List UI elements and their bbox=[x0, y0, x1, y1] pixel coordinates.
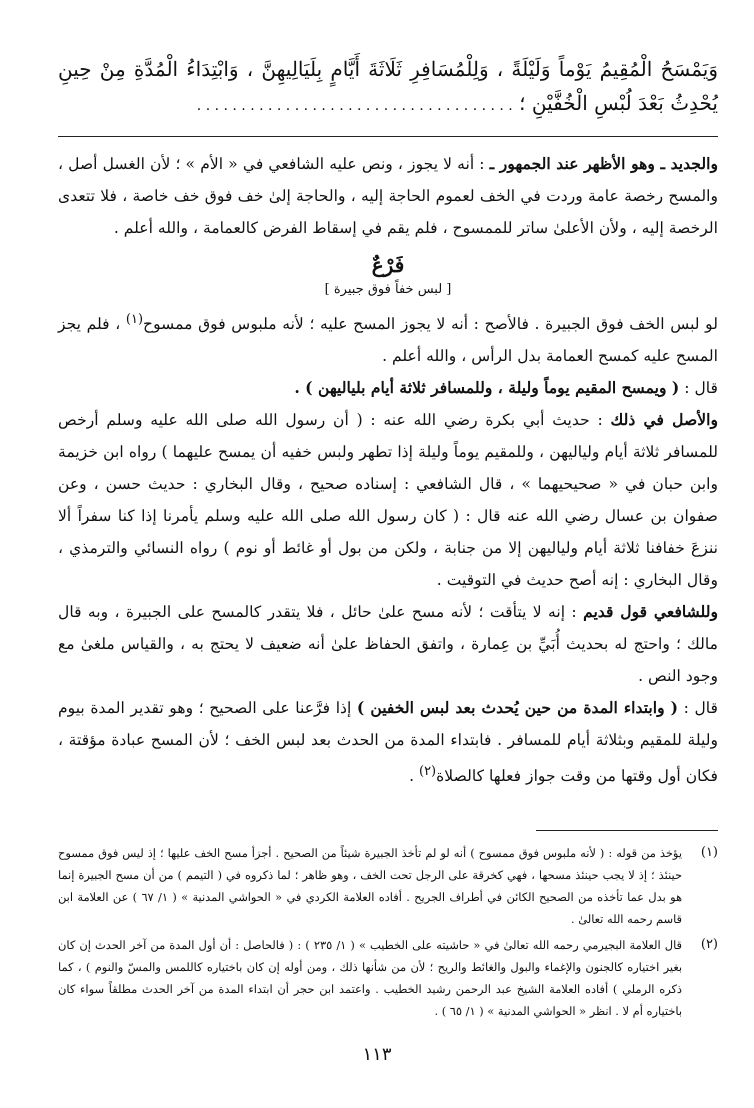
paragraph-jadid-lead: والجديد ـ وهو الأظهر عند الجمهور ـ bbox=[489, 154, 718, 173]
footnote-ref-2: (٢) bbox=[418, 764, 437, 780]
footnote-ref-1: (١) bbox=[125, 312, 144, 327]
matn-block bbox=[58, 52, 718, 124]
footnote bbox=[58, 934, 718, 1022]
commentary-body bbox=[58, 148, 718, 792]
paragraph-qala-1 bbox=[58, 372, 718, 404]
paragraph-qala-2-text: إذا فرَّعنا على الصحيح ؛ وهو تقدير المدة بيوم وليلة للمقيم وبثلاثة أيام للمسافر . فابتداء المدة من الحدث بعد لبس الخف ؛ لأن المسح عبادة مؤقتة ، فكان أول وقتها من وقت جواز فعلها كالصلاة bbox=[58, 699, 718, 786]
paragraph-qadim-text: : إنه لا يتأقت ؛ لأنه مسح علىٰ حائل ، فلا يتقدر كالمسح على الجبيرة ، وبه قال مالك ؛ واحتج له بحديث أُبَيِّ بن عِمارة ، واتفق الحفاظ علىٰ أنه ضعيف لا يحتج به ، والقياس ملغىٰ مع وجود النص . bbox=[58, 603, 718, 686]
paragraph-qadim bbox=[58, 596, 718, 692]
footnote bbox=[58, 842, 718, 930]
paragraph-qala-2-matn: ( وابتداء المدة من حين يُحدث بعد لبس الخفين ) bbox=[356, 698, 679, 718]
matn-dots: . . . . . . . . . . . . . . . . . . . . . . . . . . . . . . . . . . . . bbox=[196, 98, 513, 114]
paragraph-qadim-lead: وللشافعي قول قديم bbox=[583, 602, 719, 622]
paragraph-jabira-rest: ، فلم يجز المسح عليه كمسح العمامة بدل الرأس ، والله أعلم . bbox=[58, 315, 718, 366]
matn-line: وَيَمْسَحُ الْمُقِيمُ يَوْماً وَلَيْلَةً ، وَلِلْمُسَافِرِ ثَلَاثَةَ أَيَّامٍ بِلَيَالِيهِنَّ ، وَابْتِدَاءُ الْمُدَّةِ مِنْ حِينِ يُحْدِثُ بَعْدَ لُبْسِ الْخُفَّيْنِ ؛ bbox=[58, 57, 718, 115]
matn-text bbox=[58, 52, 718, 124]
paragraph-jabira-text: لو لبس الخف فوق الجبيرة . فالأصح : أنه لا يجوز المسح عليه ؛ لأنه ملبوس فوق ممسوح bbox=[143, 315, 718, 334]
footnote-number: (١) bbox=[700, 845, 718, 860]
paragraph-jadid bbox=[58, 148, 718, 244]
paragraph-asl-lead: والأصل في ذلك bbox=[610, 410, 718, 430]
paragraph-asl-text: : حديث أبي بكرة رضي الله عنه : ( أن رسول الله صلى الله عليه وسلم أرخص للمسافر ثلاثة أيام ولياليهن ، وللمقيم يوماً وليلة إذا تطهر ولبس خفيه أن يمسح عليهما ) رواه ابن خزيمة وابن حبان في « صحيحيهما » ، قال الشافعي : إسناده صحيح ، وقال البخاري : حديث حسن ، وعن صفوان بن عسال رضي الله عنه قال : ( كان رسول الله صلى الله عليه وسلم يأمرنا إذا كنا سفراً ألا ننزعَ خفافنا ثلاثة أيام ولياليهن إلا من جنابة ، ولكن من بول أو غائط أو نوم ) رواه النسائي والترمذي ، وقال البخاري : إنه أصح حديث في التوقيت . bbox=[58, 411, 718, 590]
paragraph-qala-2 bbox=[58, 692, 718, 792]
paragraph-qala-1-lead: قال : bbox=[679, 379, 718, 398]
far-heading: فَرْعٌ bbox=[371, 253, 405, 277]
paragraph-jabira bbox=[58, 304, 718, 372]
paragraph-qala-2-lead: قال : bbox=[678, 699, 718, 718]
footnotes bbox=[58, 842, 718, 1026]
paragraph-qala-1-matn: ( ويمسح المقيم يوماً وليلة ، وللمسافر ثلاثة أيام بلياليهن ) . bbox=[294, 378, 680, 398]
footnote-text: يؤخذ من قوله : ( لأنه ملبوس فوق ممسوح ) أنه لو لم تأخذ الجبيرة شيئاً من الصحيح . أجزأ مسح الخف عليها ؛ إذ ليس فوق ممسوح حينئذ ؛ إذ لا يجب حينئذ مسحها ، فهي كخرقة على الرجل تحت الخف ، وهو ظاهر ؛ لما ذكروه في ( التيمم ) من أن مسح الجبيرة إنما هو بدل عما تأخذه من الصحيح الكائن في أطراف الجريح . أفاده العلامة الكردي في « الحواشي المدنية » ( ١/ ٦٧ ) عن العلامة ابن قاسم رحمه الله تعالىٰ . bbox=[58, 846, 682, 926]
footnote-number: (٢) bbox=[700, 937, 718, 952]
matn-separator-rule bbox=[58, 136, 718, 137]
paragraph-qala-2-end: . bbox=[409, 767, 419, 786]
page-number: ١١٣ bbox=[362, 1044, 392, 1065]
footnote-separator-rule bbox=[536, 830, 718, 831]
footnote-text: قال العلامة البجيرمي رحمه الله تعالىٰ في « حاشيته على الخطيب » ( ١/ ٢٣٥ ) : ( فالحاصل : أن أول المدة من آخر الحدث إن كان بغير اختياره كالجنون والإغماء والبول والغائط والريح ؛ لأن من شأنها ذلك ، ومن أوله إن كان باختياره كاللمس والمسّ والنوم ) ، كما ذكره الرملي ) أفاده العلامة الشيخ عبد الرحمن رشيد الخطيب . واعتمد ابن حجر أن ابتداء المدة من آخر الحدث مطلقاً سواء كان باختياره أم لا . انظر « الحواشي المدنية » ( ١/ ٦٥ ) . bbox=[58, 938, 682, 1018]
paragraph-asl bbox=[58, 404, 718, 596]
far-subheading: [ لبس خفاً فوق جبيرة ] bbox=[324, 282, 452, 297]
paragraph-jadid-text: : أنه لا يجوز ، ونص عليه الشافعي في « الأم » ؛ لأن الغسل أصل ، والمسح رخصة عامة وردت في الخف لعموم الحاجة إليه ، والحاجة إلىٰ خف فوق خف خاصة ، فلا تتعدى الرخصة إليه ، ولأن الأعلىٰ ساتر للممسوح ، فلم يقم في إسقاط الفرض كالعمامة ، والله أعلم . bbox=[58, 155, 718, 237]
